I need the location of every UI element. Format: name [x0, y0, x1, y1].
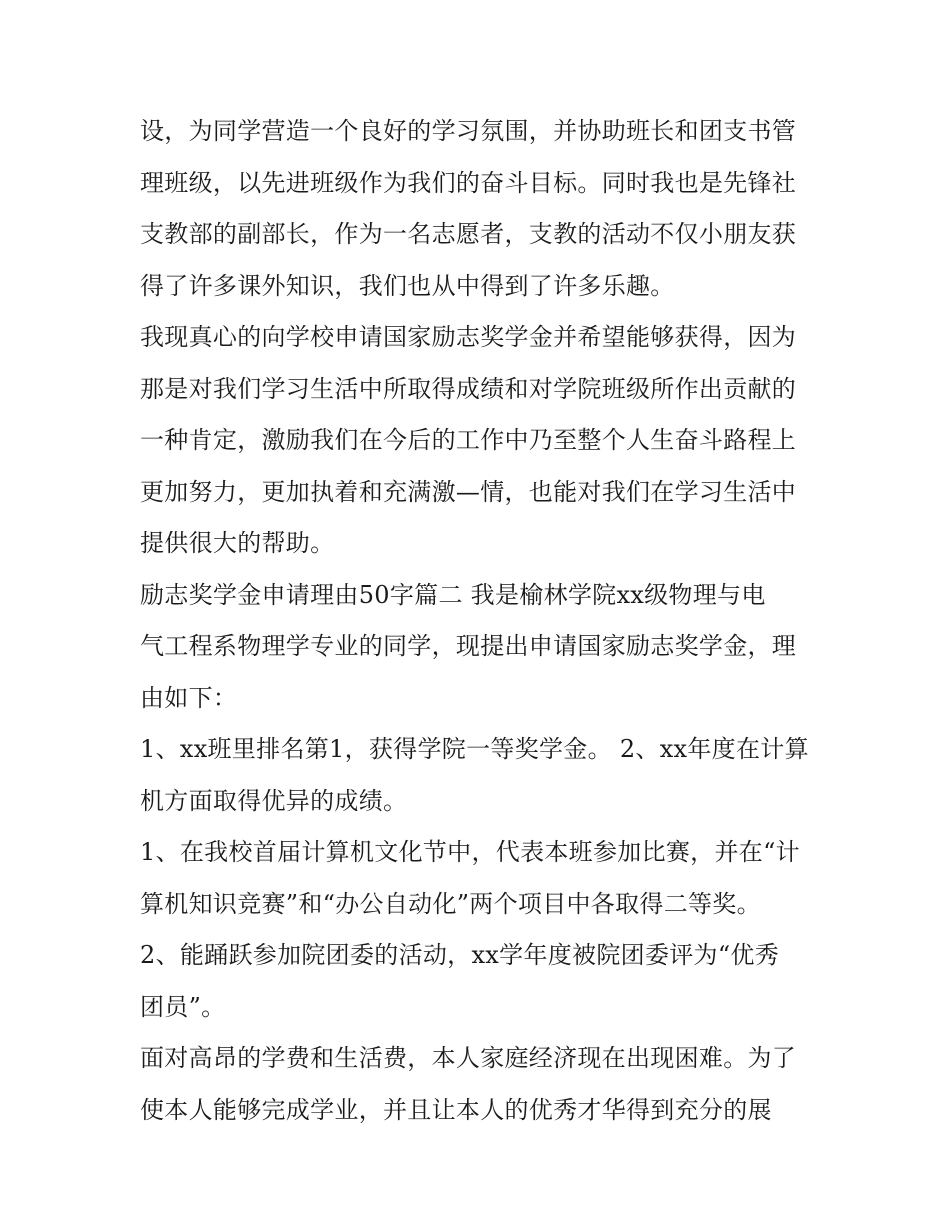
text-line: 设，为同学营造一个良好的学习氛围，并协助班长和团支书管 — [140, 117, 797, 145]
text-line: 我现真心的向学校申请国家励志奖学金并希望能够获得，因为 — [140, 323, 797, 351]
text-line: 使本人能够完成学业，并且让本人的优秀才华得到充分的展 — [140, 1095, 772, 1124]
body-text — [140, 106, 820, 1136]
text-line: 2、能踊跃参加院团委的活动，xx学年度被院团委评为“优秀 — [140, 941, 780, 969]
text-line: 提供很大的帮助。 — [140, 529, 335, 557]
text-line: 那是对我们学习生活中所取得成绩和对学院班级所作出贡献的 — [140, 374, 797, 403]
text-line: 面对高昂的学费和生活费，本人家庭经济现在出现困难。为了 — [140, 1044, 797, 1072]
text-line: 气工程系物理学专业的同学，现提出申请国家励志奖学金，理 — [140, 632, 797, 660]
text-line: 机方面取得优异的成绩。 — [140, 786, 408, 815]
text-line: 理班级，以先进班级作为我们的奋斗目标。同时我也是先锋社 — [140, 168, 797, 197]
text-line: 由如下： — [140, 683, 238, 712]
text-line: 励志奖学金申请理由50字篇二 我是榆林学院xx级物理与电 — [140, 580, 766, 609]
text-line: 1、在我校首届计算机文化节中，代表本班参加比赛，并在“计 — [140, 838, 800, 866]
text-line: 支教部的副部长，作为一名志愿者，支教的活动不仅小朋友获 — [140, 220, 797, 248]
text-line: 1、xx班里排名第1，获得学院一等奖学金。 2、xx年度在计算 — [140, 735, 809, 763]
text-line: 团员”。 — [140, 992, 226, 1021]
text-line: 一种肯定，激励我们在今后的工作中乃至整个人生奋斗路程上 — [140, 426, 797, 454]
text-line: 更加努力，更加执着和充满激—情，也能对我们在学习生活中 — [140, 477, 797, 506]
text-line: 算机知识竞赛”和“办公自动化”两个项目中各取得二等奖。 — [140, 889, 761, 918]
text-line: 得了许多课外知识，我们也从中得到了许多乐趣。 — [140, 271, 675, 300]
